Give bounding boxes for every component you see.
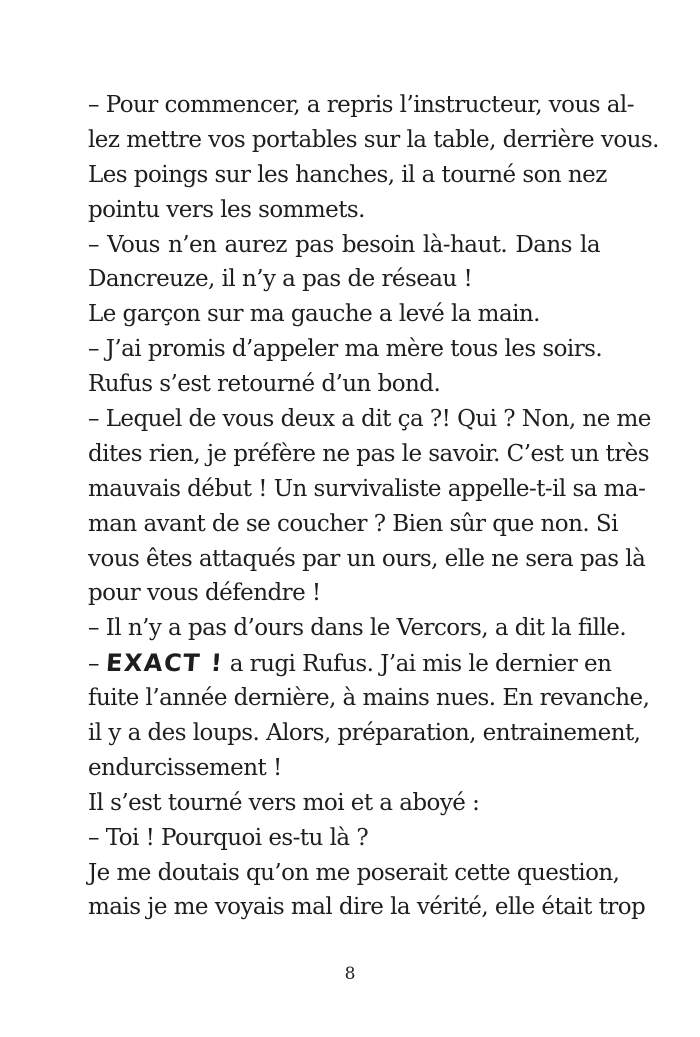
text-line: – Lequel de vous deux a dit ça ?! Qui ? Non, ne me (88, 406, 651, 433)
text-line: – Pour commencer, a repris l’instructeur, vous al- (88, 92, 634, 118)
text-line: Je me doutais qu’on me poserait cette question, (88, 859, 620, 886)
text-line: dites rien, je préfère ne pas le savoir. C’est un très (88, 440, 650, 467)
exact-line (88, 646, 612, 681)
text-line: mauvais début ! Un survivaliste appelle-t-il sa ma- (88, 475, 646, 502)
text-line: Rufus s’est retourné d’un bond. (88, 371, 441, 398)
body-text (88, 88, 659, 925)
text-line: Dancreuze, il n’y a pas de réseau ! (88, 266, 473, 293)
text-line: fuite l’année dernière, à mains nues. En revanche, (88, 685, 650, 712)
text-line: endurcissement ! (88, 754, 282, 781)
exact-shout: EXACT ! (104, 649, 224, 678)
text-line: – Toi ! Pourquoi es-tu là ? (88, 824, 369, 851)
text-line: Le garçon sur ma gauche a levé la main. (88, 301, 540, 328)
page-number: 8 (344, 964, 356, 984)
text-line: – Il n’y a pas d’ours dans le Vercors, a dit la fille. (88, 615, 627, 642)
text-line: mais je me voyais mal dire la vérité, elle était trop (88, 894, 646, 921)
text-line: pour vous défendre ! (88, 580, 321, 607)
text-line: Il s’est tourné vers moi et a aboyé : (88, 789, 480, 816)
dialogue-dash: – (88, 651, 106, 678)
text-line: man avant de se coucher ? Bien sûr que non. Si (88, 510, 618, 537)
text-line: lez mettre vos portables sur la table, derrière vous. (88, 126, 659, 153)
text-line: Les poings sur les hanches, il a tourné son nez (88, 161, 607, 188)
text-line: il y a des loups. Alors, préparation, entrainement, (88, 720, 641, 747)
text-line: vous êtes attaqués par un ours, elle ne sera pas là (88, 545, 646, 572)
text-line: pointu vers les sommets. (88, 196, 365, 223)
text-line: – J’ai promis d’appeler ma mère tous les soirs. (88, 336, 603, 363)
text-line: – Vous n’en aurez pas besoin là-haut. Dans la (88, 231, 600, 258)
exact-line-rest: a rugi Rufus. J’ai mis le dernier en (222, 651, 612, 678)
